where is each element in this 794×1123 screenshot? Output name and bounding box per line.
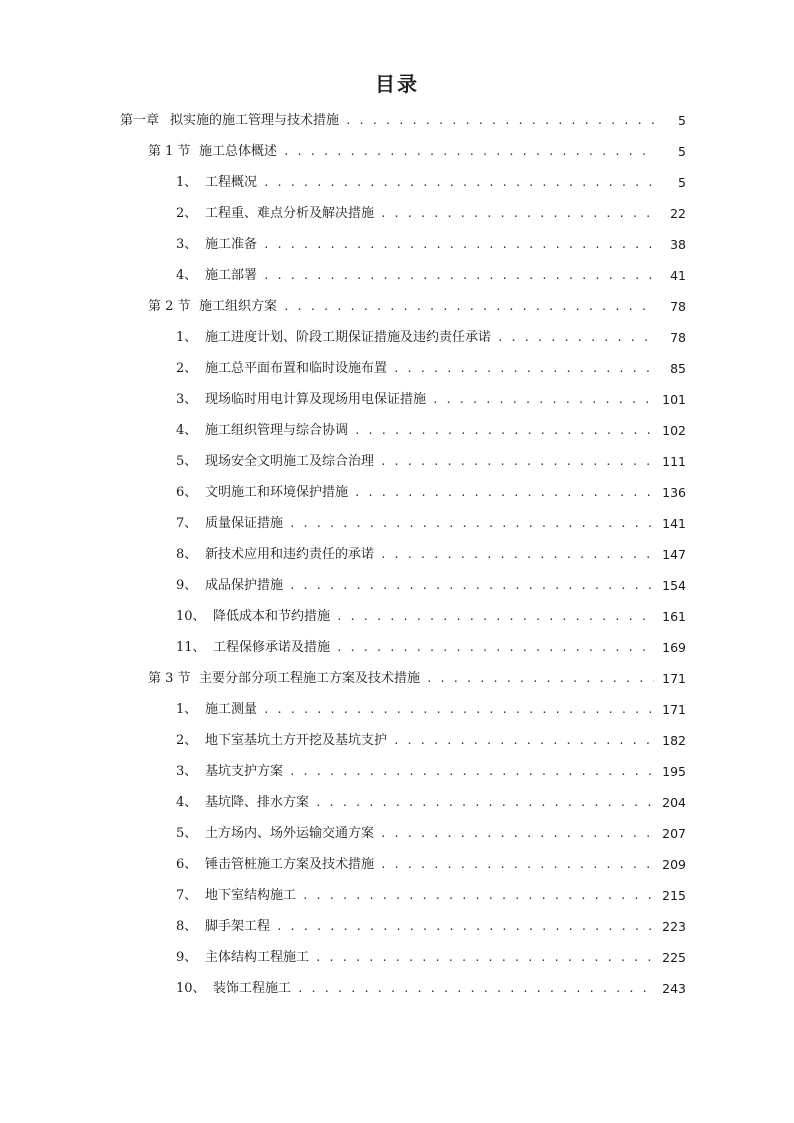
toc-entry[interactable] xyxy=(0,260,794,291)
toc-dot-leader xyxy=(302,888,654,904)
toc-page-number: 5 xyxy=(678,143,686,159)
toc-page-number: 209 xyxy=(662,856,686,872)
toc-dot-leader xyxy=(263,237,654,253)
toc-page-number: 195 xyxy=(662,763,686,779)
toc-entry-title: 地下室结构施工 xyxy=(205,887,297,903)
toc-entry-title: 新技术应用和违约责任的承诺 xyxy=(205,546,375,562)
toc-page-number: 5 xyxy=(678,112,686,128)
toc-title: 目录 xyxy=(375,72,419,96)
toc-page-number: 154 xyxy=(662,577,686,593)
toc-dot-leader xyxy=(263,702,654,718)
toc-entry-number: 第 1 节 xyxy=(148,143,191,159)
toc-page-number: 85 xyxy=(670,360,686,376)
toc-entry[interactable] xyxy=(0,601,794,632)
toc-entry[interactable] xyxy=(0,973,794,1004)
toc-page-number: 171 xyxy=(662,701,686,717)
toc-dot-leader xyxy=(336,609,654,625)
toc-entry-number: 7、 xyxy=(176,887,198,903)
toc-page-number: 38 xyxy=(670,236,686,252)
toc-entry[interactable] xyxy=(0,756,794,787)
toc-list xyxy=(0,105,794,1004)
toc-entry-title: 工程重、难点分析及解决措施 xyxy=(205,205,375,221)
toc-dot-leader xyxy=(380,206,654,222)
toc-dot-leader xyxy=(297,981,654,997)
toc-page-number: 111 xyxy=(662,453,686,469)
toc-dot-leader xyxy=(276,919,654,935)
toc-entry[interactable] xyxy=(0,477,794,508)
toc-entry-title: 脚手架工程 xyxy=(205,918,271,934)
toc-dot-leader xyxy=(380,826,654,842)
toc-entry-number: 2、 xyxy=(176,205,198,221)
toc-dot-leader xyxy=(497,330,654,346)
toc-entry[interactable] xyxy=(0,384,794,415)
toc-dot-leader xyxy=(345,113,654,129)
toc-entry-title: 工程保修承诺及措施 xyxy=(213,639,331,655)
toc-dot-leader xyxy=(283,144,654,160)
toc-entry[interactable] xyxy=(0,415,794,446)
toc-dot-leader xyxy=(283,299,654,315)
toc-entry-title: 施工准备 xyxy=(205,236,258,252)
toc-page-number: 207 xyxy=(662,825,686,841)
toc-entry-number: 1、 xyxy=(176,329,198,345)
toc-page-number: 136 xyxy=(662,484,686,500)
toc-page-number: 102 xyxy=(662,422,686,438)
toc-entry[interactable] xyxy=(0,632,794,663)
toc-entry-title: 主体结构工程施工 xyxy=(205,949,310,965)
toc-page-number: 215 xyxy=(662,887,686,903)
toc-entry-title: 质量保证措施 xyxy=(205,515,284,531)
toc-dot-leader xyxy=(336,640,654,656)
toc-entry[interactable] xyxy=(0,911,794,942)
toc-dot-leader xyxy=(263,175,654,191)
toc-entry-title: 装饰工程施工 xyxy=(213,980,292,996)
toc-entry-title: 锤击管桩施工方案及技术措施 xyxy=(205,856,375,872)
toc-page-number: 182 xyxy=(662,732,686,748)
toc-entry-number: 10、 xyxy=(176,608,206,624)
toc-entry-title: 地下室基坑土方开挖及基坑支护 xyxy=(205,732,388,748)
toc-dot-leader xyxy=(393,361,654,377)
toc-entry-number: 8、 xyxy=(176,546,198,562)
toc-entry[interactable] xyxy=(0,508,794,539)
toc-page-number: 78 xyxy=(670,329,686,345)
toc-entry-number: 9、 xyxy=(176,949,198,965)
toc-dot-leader xyxy=(432,392,654,408)
toc-entry-title: 施工组织方案 xyxy=(199,298,278,314)
toc-entry-number: 2、 xyxy=(176,360,198,376)
toc-entry-number: 6、 xyxy=(176,856,198,872)
toc-dot-leader xyxy=(263,268,654,284)
toc-entry-title: 现场临时用电计算及现场用电保证措施 xyxy=(205,391,427,407)
toc-page-number: 204 xyxy=(662,794,686,810)
toc-entry-number: 3、 xyxy=(176,236,198,252)
toc-entry-number: 2、 xyxy=(176,732,198,748)
toc-page-number: 171 xyxy=(662,670,686,686)
toc-entry-title: 工程概况 xyxy=(205,174,258,190)
toc-entry-number: 1、 xyxy=(176,174,198,190)
toc-entry-number: 第 2 节 xyxy=(148,298,191,314)
toc-entry-title: 施工部署 xyxy=(205,267,258,283)
toc-entry-title: 施工总体概述 xyxy=(199,143,278,159)
toc-dot-leader xyxy=(289,578,654,594)
toc-entry-number: 9、 xyxy=(176,577,198,593)
toc-page-number: 101 xyxy=(662,391,686,407)
toc-entry[interactable] xyxy=(0,818,794,849)
toc-entry-number: 3、 xyxy=(176,763,198,779)
toc-entry-number: 8、 xyxy=(176,918,198,934)
toc-page-number: 78 xyxy=(670,298,686,314)
toc-entry-number: 3、 xyxy=(176,391,198,407)
toc-entry-title: 拟实施的施工管理与技术措施 xyxy=(170,112,340,128)
toc-entry-title: 基坑降、排水方案 xyxy=(205,794,310,810)
toc-dot-leader xyxy=(354,485,654,501)
toc-entry[interactable] xyxy=(0,539,794,570)
toc-page-number: 223 xyxy=(662,918,686,934)
toc-entry[interactable] xyxy=(0,694,794,725)
toc-entry[interactable] xyxy=(0,353,794,384)
toc-entry[interactable] xyxy=(0,322,794,353)
toc-entry[interactable] xyxy=(0,229,794,260)
toc-dot-leader xyxy=(380,547,654,563)
toc-dot-leader xyxy=(380,454,654,470)
toc-dot-leader xyxy=(393,733,654,749)
toc-entry-number: 7、 xyxy=(176,515,198,531)
toc-entry[interactable] xyxy=(0,725,794,756)
toc-page-number: 141 xyxy=(662,515,686,531)
toc-entry[interactable] xyxy=(0,291,794,322)
toc-entry-number: 4、 xyxy=(176,267,198,283)
toc-entry[interactable] xyxy=(0,105,794,136)
toc-entry[interactable] xyxy=(0,136,794,167)
toc-entry[interactable] xyxy=(0,663,794,694)
toc-entry-number: 第 3 节 xyxy=(148,670,191,686)
toc-entry-number: 11、 xyxy=(176,639,206,655)
toc-dot-leader xyxy=(289,516,654,532)
toc-entry-title: 文明施工和环境保护措施 xyxy=(205,484,349,500)
toc-page-number: 225 xyxy=(662,949,686,965)
toc-entry-title: 土方场内、场外运输交通方案 xyxy=(205,825,375,841)
toc-page-number: 41 xyxy=(670,267,686,283)
toc-page-number: 243 xyxy=(662,980,686,996)
toc-entry-title: 现场安全文明施工及综合治理 xyxy=(205,453,375,469)
toc-entry[interactable] xyxy=(0,849,794,880)
toc-entry-title: 主要分部分项工程施工方案及技术措施 xyxy=(199,670,421,686)
toc-dot-leader xyxy=(380,857,654,873)
toc-entry-title: 成品保护措施 xyxy=(205,577,284,593)
toc-entry-number: 5、 xyxy=(176,453,198,469)
toc-page-number: 161 xyxy=(662,608,686,624)
toc-dot-leader xyxy=(354,423,654,439)
toc-entry[interactable] xyxy=(0,880,794,911)
toc-entry[interactable] xyxy=(0,446,794,477)
toc-entry-number: 1、 xyxy=(176,701,198,717)
toc-entry-title: 施工进度计划、阶段工期保证措施及违约责任承诺 xyxy=(205,329,492,345)
toc-page-number: 5 xyxy=(678,174,686,190)
toc-page-number: 147 xyxy=(662,546,686,562)
toc-entry-title: 施工总平面布置和临时设施布置 xyxy=(205,360,388,376)
toc-entry-title: 基坑支护方案 xyxy=(205,763,284,779)
toc-entry-number: 5、 xyxy=(176,825,198,841)
toc-entry-title: 施工测量 xyxy=(205,701,258,717)
toc-dot-leader xyxy=(289,764,654,780)
toc-entry[interactable] xyxy=(0,570,794,601)
toc-entry[interactable] xyxy=(0,787,794,818)
toc-entry-number: 第一章 xyxy=(120,112,160,128)
toc-entry-number: 10、 xyxy=(176,980,206,996)
toc-entry[interactable] xyxy=(0,942,794,973)
toc-entry-title: 降低成本和节约措施 xyxy=(213,608,331,624)
toc-dot-leader xyxy=(315,950,654,966)
toc-dot-leader xyxy=(315,795,654,811)
toc-entry-number: 6、 xyxy=(176,484,198,500)
toc-entry-title: 施工组织管理与综合协调 xyxy=(205,422,349,438)
toc-page-number: 169 xyxy=(662,639,686,655)
toc-entry[interactable] xyxy=(0,198,794,229)
toc-entry-number: 4、 xyxy=(176,422,198,438)
toc-entry[interactable] xyxy=(0,167,794,198)
toc-dot-leader xyxy=(426,671,654,687)
toc-page-number: 22 xyxy=(670,205,686,221)
toc-entry-number: 4、 xyxy=(176,794,198,810)
